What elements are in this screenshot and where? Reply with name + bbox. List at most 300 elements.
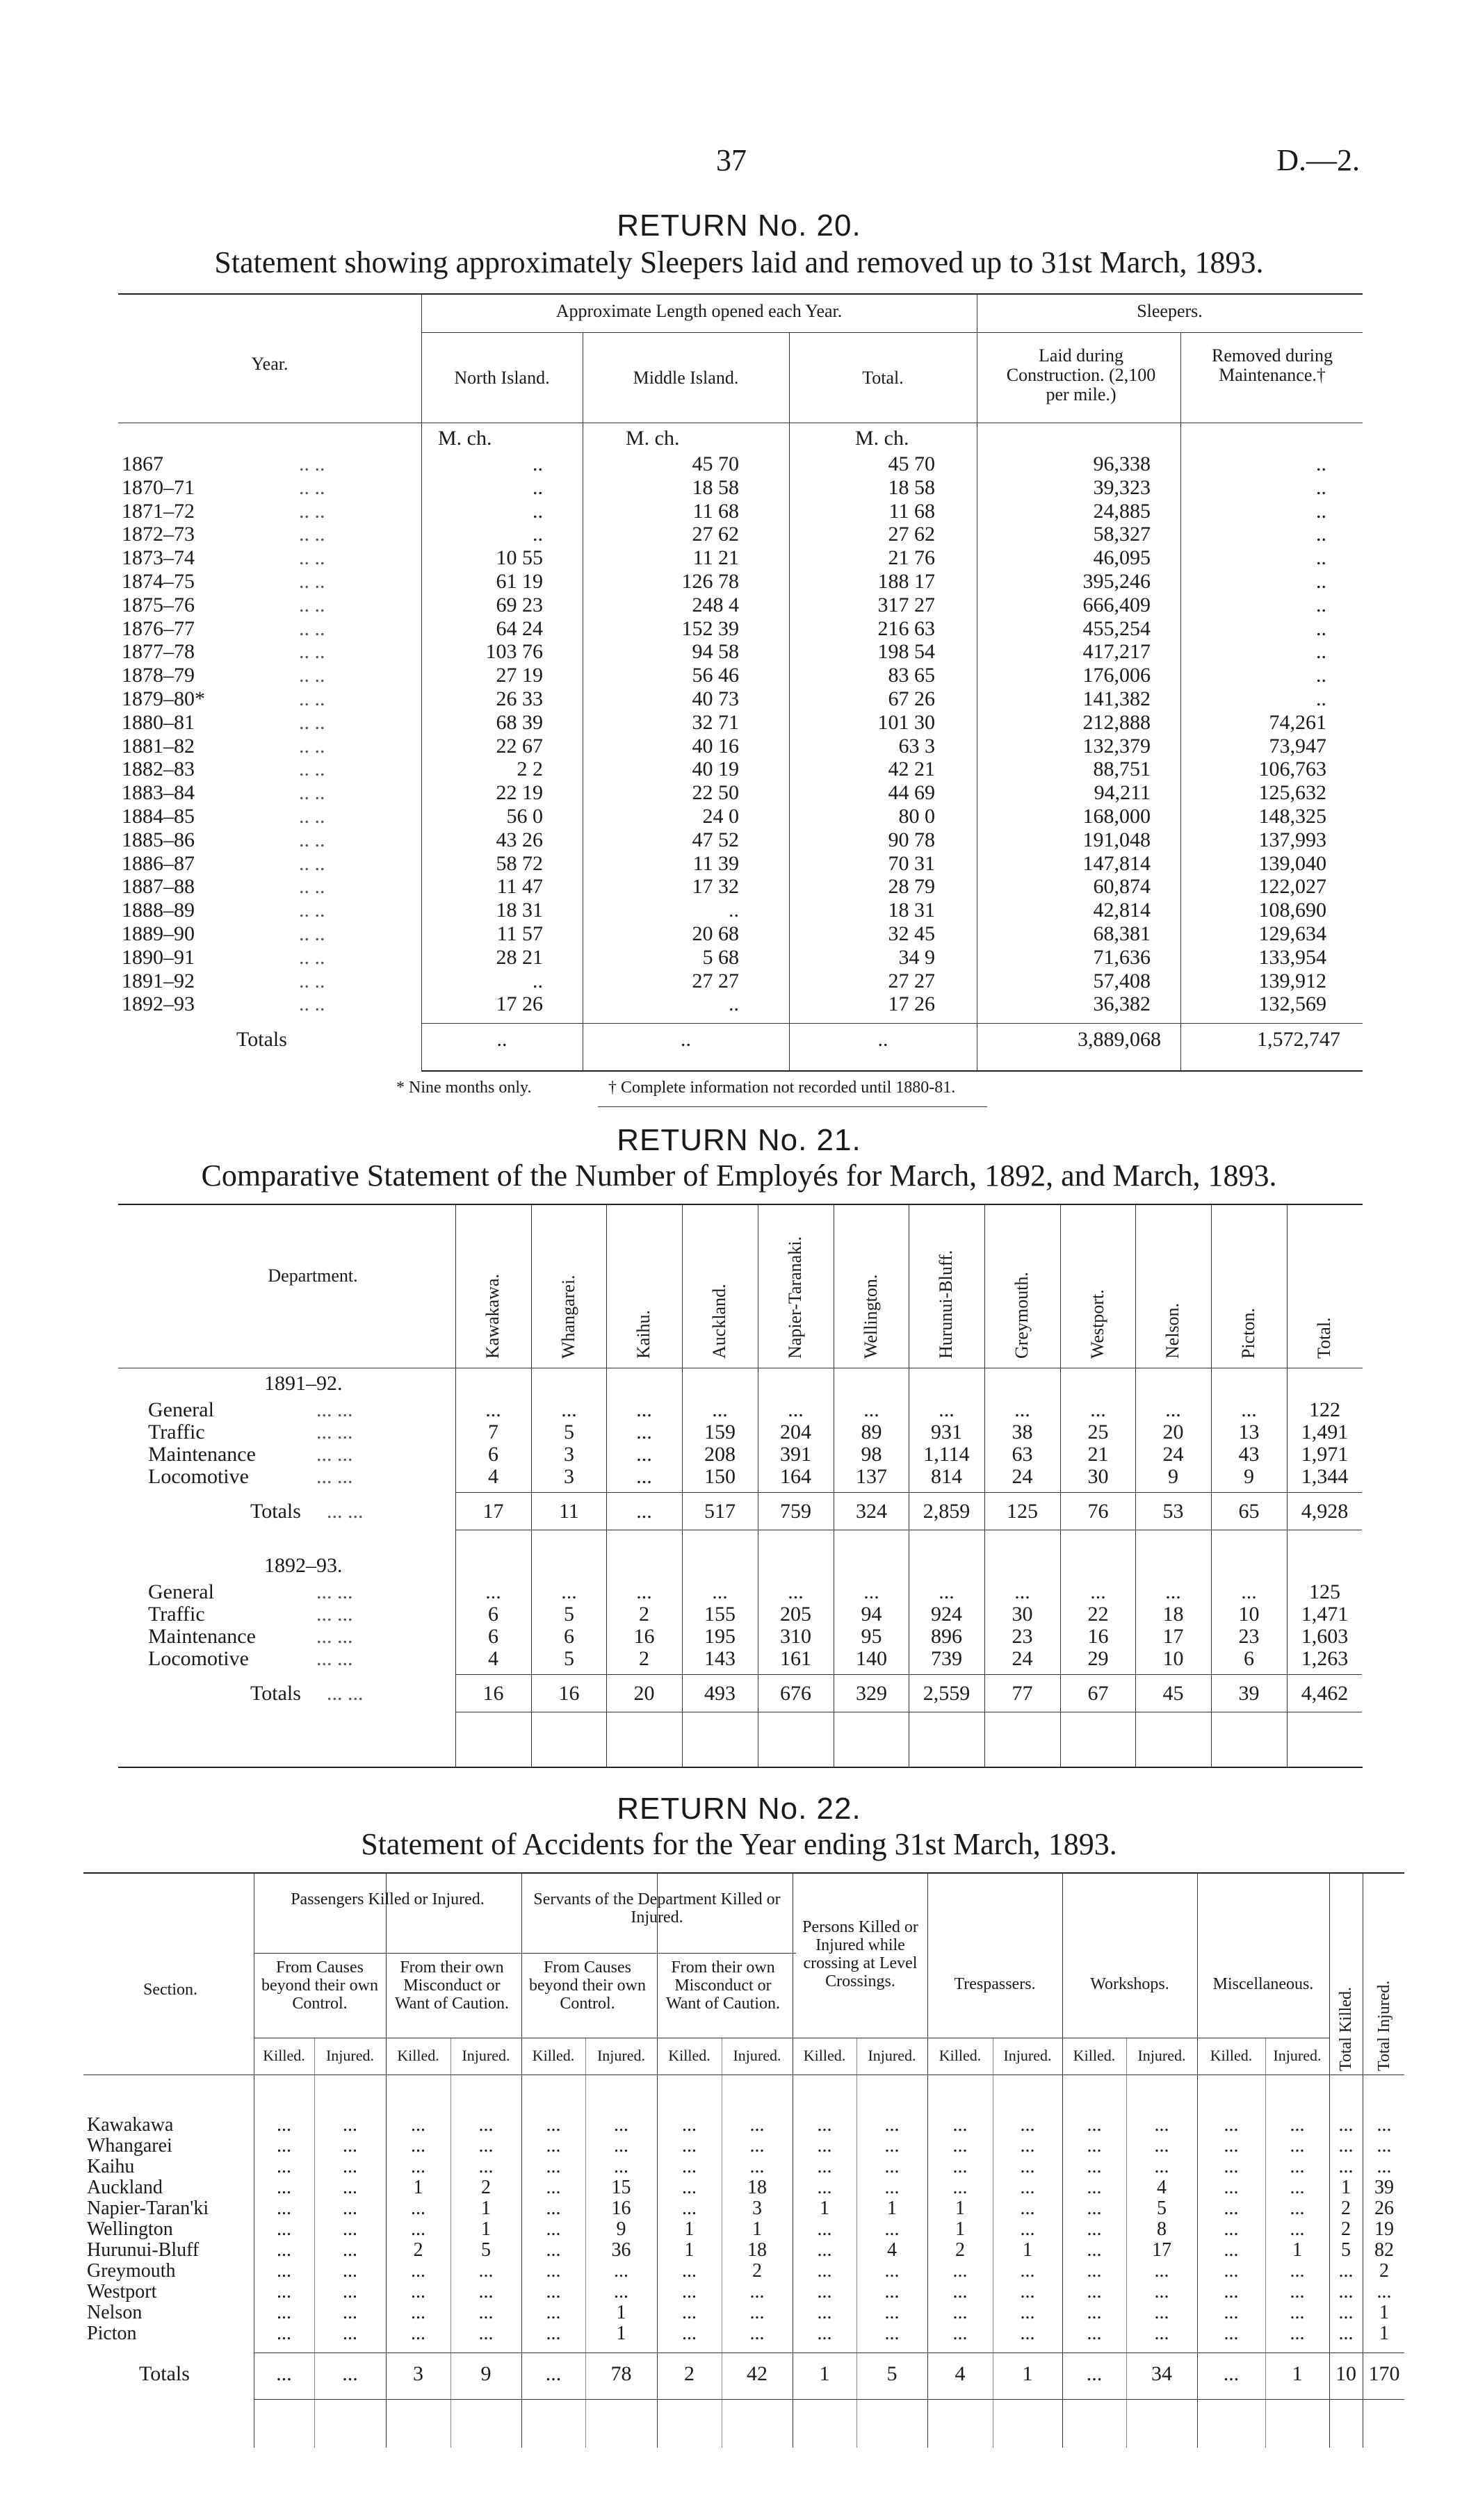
r21-cell: 20 bbox=[1162, 1421, 1184, 1443]
return20-title: RETURN No. 20. bbox=[617, 208, 861, 243]
r21-cell: 896 bbox=[931, 1625, 962, 1648]
r22-row-label: Auckland bbox=[87, 2177, 163, 2198]
r22-cell: ... bbox=[411, 2260, 425, 2282]
r22-cell: ... bbox=[478, 2135, 494, 2157]
r22-cell: ... bbox=[1087, 2260, 1102, 2282]
r20-leader: .. .. bbox=[299, 828, 325, 851]
r22-cell: ... bbox=[277, 2198, 291, 2219]
r21-row-label: Locomotive bbox=[148, 1465, 249, 1488]
r22-cell: ... bbox=[343, 2239, 357, 2261]
r22-cell: ... bbox=[1020, 2281, 1035, 2302]
r22-cell: ... bbox=[749, 2135, 765, 2157]
r21-cell: 3 bbox=[564, 1465, 574, 1488]
r20-total: 27 62 bbox=[888, 523, 935, 546]
r21-total-cell: 324 bbox=[856, 1500, 887, 1523]
r21-totals-label: Totals bbox=[250, 1682, 301, 1705]
r20-total: 18 31 bbox=[888, 899, 935, 922]
r20-laid: 168,000 bbox=[1082, 805, 1151, 828]
r21-cell: 2 bbox=[639, 1603, 649, 1626]
r22-cell: ... bbox=[1224, 2198, 1239, 2219]
r22-cell: ... bbox=[749, 2156, 765, 2177]
r20-leader: .. .. bbox=[299, 500, 325, 523]
return21-top-rule bbox=[118, 1204, 1363, 1205]
r22-cell: ... bbox=[817, 2218, 832, 2240]
r20-middle: .. bbox=[729, 899, 739, 922]
r21-cell: ... bbox=[939, 1398, 955, 1421]
r22-cell: ... bbox=[1338, 2281, 1354, 2302]
r20-removed: .. bbox=[1316, 546, 1326, 569]
r20-leader: .. .. bbox=[299, 852, 325, 875]
r21-col-6: Hurunui-Bluff. bbox=[936, 1250, 956, 1359]
r22-cell: 1 bbox=[887, 2198, 897, 2219]
r21-cell: 1,344 bbox=[1301, 1465, 1349, 1488]
r22-subheader-killed: Killed. bbox=[939, 2047, 982, 2064]
r22-cell: 1 bbox=[684, 2218, 695, 2240]
r20-removed: .. bbox=[1316, 452, 1326, 475]
r21-cell: ... bbox=[863, 1398, 879, 1421]
r21-cell: 137 bbox=[856, 1465, 887, 1488]
r21-col-8: Westport. bbox=[1087, 1289, 1107, 1359]
r21-cell: 16 bbox=[633, 1625, 655, 1648]
r21-cell: 155 bbox=[704, 1603, 736, 1626]
r22-cell: ... bbox=[277, 2281, 291, 2302]
r22-cell: ... bbox=[411, 2156, 425, 2177]
r22-cell: ... bbox=[884, 2302, 900, 2323]
r22-cell: ... bbox=[614, 2114, 628, 2136]
r20-north: 18 31 bbox=[496, 899, 543, 922]
r20-header-total: Total. bbox=[862, 368, 904, 388]
r22-cell: ... bbox=[884, 2260, 900, 2282]
r20-middle: 22 50 bbox=[692, 781, 739, 804]
r20-header-north: North Island. bbox=[454, 368, 550, 388]
r21-cell: 63 bbox=[1012, 1443, 1033, 1466]
r22-cell: ... bbox=[1154, 2260, 1169, 2282]
r21-row-label: General bbox=[148, 1580, 214, 1603]
r21-cell: 159 bbox=[704, 1421, 736, 1443]
r22-cell: 5 bbox=[1341, 2239, 1351, 2261]
r21-total-cell: 329 bbox=[856, 1682, 887, 1705]
r21-cell: 24 bbox=[1162, 1443, 1184, 1466]
r22-cell: ... bbox=[884, 2156, 900, 2177]
r20-note-rule bbox=[598, 1106, 987, 1107]
r20-laid: 39,323 bbox=[1093, 476, 1151, 499]
r20-totals-north: .. bbox=[496, 1028, 507, 1051]
r22-cell: 15 bbox=[611, 2177, 631, 2198]
r22-header-passengers: Passengers Killed or Injured. bbox=[291, 1890, 485, 1908]
r21-cell: 17 bbox=[1162, 1625, 1184, 1648]
r20-note-star: * Nine months only. bbox=[396, 1079, 532, 1097]
r22-cell: ... bbox=[1338, 2114, 1354, 2136]
r22-cell: 26 bbox=[1374, 2198, 1394, 2219]
r22-total-cell: 1 bbox=[1022, 2362, 1033, 2385]
r22-cell: ... bbox=[411, 2323, 425, 2344]
r22-cell: ... bbox=[682, 2135, 697, 2157]
r22-total-cell: 2 bbox=[684, 2362, 695, 2385]
r20-laid: 57,408 bbox=[1093, 969, 1151, 992]
r20-bottom-rule bbox=[421, 1070, 1363, 1072]
r21-total-cell: 4,462 bbox=[1301, 1682, 1349, 1705]
return22-subtitle: Statement of Accidents for the Year ending 31st March, 1893. bbox=[361, 1827, 1117, 1861]
r22-subheader-injured: Injured. bbox=[868, 2047, 916, 2064]
r22-row-label: Greymouth bbox=[87, 2260, 176, 2282]
r20-north: 22 19 bbox=[496, 781, 543, 804]
r20-header-year: Year. bbox=[251, 354, 289, 374]
r20-total: 44 69 bbox=[888, 781, 935, 804]
r21-leader: ... ... bbox=[327, 1682, 364, 1705]
r20-year: 1885–86 bbox=[122, 828, 195, 851]
r21-cell: 195 bbox=[704, 1625, 736, 1648]
r21-leader: ... ... bbox=[327, 1500, 364, 1523]
r22-cell: ... bbox=[478, 2156, 494, 2177]
r22-cell: 1 bbox=[1292, 2239, 1302, 2261]
r22-cell: ... bbox=[343, 2135, 357, 2157]
r21-cell: 6 bbox=[488, 1443, 498, 1466]
r22-cell: 1 bbox=[684, 2239, 695, 2261]
r20-removed: .. bbox=[1316, 594, 1326, 616]
r22-header-total-injured: Total Injured. bbox=[1375, 1980, 1393, 2071]
r22-cell: ... bbox=[1087, 2239, 1102, 2261]
r22-cell: ... bbox=[614, 2135, 628, 2157]
r20-totals-removed: 1,572,747 bbox=[1257, 1028, 1340, 1051]
r21-cell: ... bbox=[1014, 1398, 1030, 1421]
r21-cell: 29 bbox=[1087, 1647, 1109, 1670]
r21-cell: 43 bbox=[1238, 1443, 1260, 1466]
r22-cell: ... bbox=[1338, 2135, 1354, 2157]
r21-col-9: Nelson. bbox=[1162, 1302, 1183, 1359]
r20-removed: 125,632 bbox=[1258, 781, 1326, 804]
r20-total: 17 26 bbox=[888, 992, 935, 1015]
r21-cell: 391 bbox=[780, 1443, 811, 1466]
r22-cell: ... bbox=[1377, 2114, 1392, 2136]
r22-cell: ... bbox=[343, 2177, 357, 2198]
r22-cell: ... bbox=[343, 2114, 357, 2136]
r22-cell: ... bbox=[952, 2302, 968, 2323]
r22-cell: 1 bbox=[752, 2218, 762, 2240]
r20-laid: 58,327 bbox=[1093, 523, 1151, 546]
r21-cell: ... bbox=[1014, 1580, 1030, 1603]
r21-total-cell: ... bbox=[636, 1500, 652, 1523]
r21-cell: ... bbox=[712, 1580, 728, 1603]
r20-north: 61 19 bbox=[496, 570, 543, 593]
r21-cell: ... bbox=[939, 1580, 955, 1603]
r22-cell: ... bbox=[817, 2114, 832, 2136]
r20-header-approx: Approximate Length opened each Year. bbox=[555, 301, 843, 321]
r22-cell: ... bbox=[546, 2302, 561, 2323]
r20-year: 1889–90 bbox=[122, 922, 195, 945]
r20-laid: 36,382 bbox=[1093, 992, 1151, 1015]
r21-cell: ... bbox=[712, 1398, 728, 1421]
r22-header-misc: Miscellaneous. bbox=[1212, 1975, 1314, 1993]
r20-leader: .. .. bbox=[299, 452, 325, 475]
r22-cell: 16 bbox=[611, 2198, 631, 2219]
r21-total-cell: 493 bbox=[704, 1682, 736, 1705]
r22-cell: ... bbox=[1087, 2135, 1102, 2157]
r22-total-cell: ... bbox=[276, 2362, 292, 2385]
return22-top-rule bbox=[83, 1872, 1404, 1874]
r21-cell: 21 bbox=[1087, 1443, 1109, 1466]
r22-total-cell: 10 bbox=[1335, 2362, 1356, 2385]
r22-subheader-injured: Injured. bbox=[1137, 2047, 1186, 2064]
r20-north: .. bbox=[533, 452, 543, 475]
r21-leader: ... ... bbox=[316, 1398, 353, 1421]
r22-cell: 18 bbox=[747, 2239, 767, 2261]
r21-cell: 6 bbox=[488, 1625, 498, 1648]
r20-year: 1880–81 bbox=[122, 711, 195, 734]
r21-cell: 1,114 bbox=[923, 1443, 970, 1466]
r22-cell: ... bbox=[817, 2260, 832, 2282]
r22-cell: ... bbox=[343, 2198, 357, 2219]
r21-cell: 1,971 bbox=[1301, 1443, 1349, 1466]
r22-cell: ... bbox=[1290, 2260, 1305, 2282]
r20-laid: 46,095 bbox=[1093, 546, 1151, 569]
r21-cell: 6 bbox=[564, 1625, 574, 1648]
r21-cell: 30 bbox=[1012, 1603, 1033, 1626]
r22-cell: 2 bbox=[1341, 2218, 1351, 2240]
r20-unit-total: M. ch. bbox=[855, 427, 909, 450]
r22-cell: ... bbox=[817, 2177, 832, 2198]
r22-cell: ... bbox=[411, 2281, 425, 2302]
r22-subheader-killed: Killed. bbox=[532, 2047, 575, 2064]
r22-row-label: Napier-Taran'ki bbox=[87, 2198, 209, 2219]
r21-cell: ... bbox=[1241, 1398, 1257, 1421]
r21-cell: 5 bbox=[564, 1603, 574, 1626]
r22-cell: ... bbox=[1020, 2135, 1035, 2157]
r22-cell: ... bbox=[1087, 2281, 1102, 2302]
r21-row-label: Locomotive bbox=[148, 1647, 249, 1670]
r21-row-label: Traffic bbox=[148, 1421, 205, 1443]
r20-year: 1887–88 bbox=[122, 875, 195, 898]
r22-cell: ... bbox=[682, 2114, 697, 2136]
r22-cell: 1 bbox=[616, 2323, 626, 2344]
r20-leader: .. .. bbox=[299, 711, 325, 734]
r22-cell: ... bbox=[749, 2281, 765, 2302]
r22-cell: ... bbox=[277, 2114, 291, 2136]
r22-cell: 1 bbox=[413, 2177, 423, 2198]
r20-year: 1877–78 bbox=[122, 640, 195, 663]
r20-total: 11 68 bbox=[888, 500, 935, 523]
r22-subheader-injured: Injured. bbox=[462, 2047, 510, 2064]
r22-cell: ... bbox=[277, 2323, 291, 2344]
r20-north: .. bbox=[533, 523, 543, 546]
r20-total: 32 45 bbox=[888, 922, 935, 945]
r20-laid: 132,379 bbox=[1082, 735, 1151, 758]
r22-cell: ... bbox=[817, 2323, 832, 2344]
r20-leader: .. .. bbox=[299, 781, 325, 804]
r20-north: 17 26 bbox=[496, 992, 543, 1015]
r20-leader: .. .. bbox=[299, 546, 325, 569]
r22-header-trespassers: Trespassers. bbox=[954, 1975, 1036, 1993]
r20-middle: 27 27 bbox=[692, 969, 739, 992]
r22-subheader-killed: Killed. bbox=[263, 2047, 305, 2064]
r22-cell: ... bbox=[1087, 2198, 1102, 2219]
r20-header-laid: Laid during Construction. (2,100 per mile.) bbox=[1006, 345, 1156, 404]
r20-north: 69 23 bbox=[496, 594, 543, 616]
r22-header-servants: Servants of the Department Killed or Injured. bbox=[533, 1890, 781, 1926]
return20-subtitle: Statement showing approximately Sleepers laid and removed up to 31st March, 1893. bbox=[214, 245, 1264, 279]
r20-totals-total: .. bbox=[877, 1028, 888, 1051]
r20-total: 63 3 bbox=[898, 735, 935, 758]
r22-cell: ... bbox=[546, 2135, 561, 2157]
r20-removed: .. bbox=[1316, 617, 1326, 640]
r22-cell: ... bbox=[411, 2198, 425, 2219]
r22-cell: 3 bbox=[752, 2198, 762, 2219]
r20-leader: .. .. bbox=[299, 476, 325, 499]
r22-cell: ... bbox=[343, 2156, 357, 2177]
r22-cell: ... bbox=[884, 2177, 900, 2198]
r22-cell: ... bbox=[1087, 2177, 1102, 2198]
r20-leader: .. .. bbox=[299, 922, 325, 945]
r20-laid: 147,814 bbox=[1082, 852, 1151, 875]
r21-cell: 208 bbox=[704, 1443, 736, 1466]
r21-cell: ... bbox=[561, 1398, 577, 1421]
r20-laid: 24,885 bbox=[1093, 500, 1151, 523]
r20-year: 1870–71 bbox=[122, 476, 195, 499]
r20-year: 1879–80* bbox=[122, 687, 205, 710]
r22-cell: ... bbox=[1154, 2135, 1169, 2157]
r20-middle: 40 19 bbox=[692, 758, 739, 780]
r22-row-label: Whangarei bbox=[87, 2135, 172, 2157]
r22-cell: 19 bbox=[1374, 2218, 1394, 2240]
r20-middle: 94 58 bbox=[692, 640, 739, 663]
r22-cell: ... bbox=[1224, 2302, 1239, 2323]
r20-removed: .. bbox=[1316, 687, 1326, 710]
r22-total-cell: 1 bbox=[1292, 2362, 1303, 2385]
r21-row-label: Maintenance bbox=[148, 1443, 256, 1466]
r22-cell: ... bbox=[1020, 2198, 1035, 2219]
r22-cell: ... bbox=[1154, 2281, 1169, 2302]
r20-removed: .. bbox=[1316, 500, 1326, 523]
r20-laid: 71,636 bbox=[1093, 946, 1151, 969]
r20-totals-rule bbox=[421, 1023, 1363, 1024]
r22-cell: ... bbox=[1020, 2114, 1035, 2136]
r22-cell: ... bbox=[343, 2218, 357, 2240]
r21-cell: 3 bbox=[564, 1443, 574, 1466]
r22-cell: 1 bbox=[1023, 2239, 1032, 2261]
r22-cell: 9 bbox=[616, 2218, 626, 2240]
r22-cell: ... bbox=[343, 2260, 357, 2282]
r20-laid: 212,888 bbox=[1082, 711, 1151, 734]
r21-cell: ... bbox=[485, 1580, 501, 1603]
r22-cell: 1 bbox=[481, 2218, 491, 2240]
r22-cell: ... bbox=[478, 2260, 494, 2282]
r22-cell: ... bbox=[1338, 2260, 1354, 2282]
r20-removed: 108,690 bbox=[1258, 899, 1326, 922]
r22-header-misconduct: From their own Misconduct or Want of Caution. bbox=[665, 1958, 781, 2013]
r21-cell: ... bbox=[788, 1398, 804, 1421]
return21-subtitle: Comparative Statement of the Number of Employés for March, 1892, and March, 1893. bbox=[201, 1159, 1277, 1193]
r22-total-cell: 9 bbox=[480, 2362, 492, 2385]
r20-leader: .. .. bbox=[299, 946, 325, 969]
r22-cell: ... bbox=[952, 2114, 968, 2136]
r21-cell: 30 bbox=[1087, 1465, 1109, 1488]
r21-total-cell: 53 bbox=[1162, 1500, 1184, 1523]
r20-year: 1890–91 bbox=[122, 946, 195, 969]
r20-year: 1884–85 bbox=[122, 805, 195, 828]
r22-cell: 2 bbox=[955, 2239, 965, 2261]
r22-cell: ... bbox=[614, 2281, 628, 2302]
r20-north: 43 26 bbox=[496, 828, 543, 851]
r22-cell: ... bbox=[952, 2260, 968, 2282]
r22-row-label: Kawakawa bbox=[87, 2114, 174, 2136]
r20-middle: 11 21 bbox=[692, 546, 739, 569]
r21-total-cell: 759 bbox=[780, 1500, 811, 1523]
r21-cell: 1,491 bbox=[1301, 1421, 1349, 1443]
r22-cell: ... bbox=[952, 2281, 968, 2302]
r22-row-label: Westport bbox=[87, 2281, 157, 2302]
r20-totals-middle: .. bbox=[681, 1028, 691, 1051]
r22-cell: ... bbox=[884, 2323, 900, 2344]
r22-total-cell: ... bbox=[1223, 2362, 1240, 2385]
r22-cell: ... bbox=[277, 2177, 291, 2198]
r22-total-cell: 3 bbox=[413, 2362, 423, 2385]
r22-total-cell: ... bbox=[1086, 2362, 1103, 2385]
r22-subheader-killed: Killed. bbox=[668, 2047, 710, 2064]
r20-removed: 73,947 bbox=[1269, 735, 1326, 758]
r22-cell: ... bbox=[682, 2198, 697, 2219]
r20-removed: 74,261 bbox=[1269, 711, 1326, 734]
r22-row-label: Hurunui-Bluff bbox=[87, 2239, 200, 2261]
r22-total-cell: 4 bbox=[955, 2362, 966, 2385]
r22-cell: ... bbox=[817, 2302, 832, 2323]
r20-middle: 152 39 bbox=[681, 617, 739, 640]
r20-leader: .. .. bbox=[299, 899, 325, 922]
r22-cell: ... bbox=[277, 2135, 291, 2157]
r21-cell: ... bbox=[485, 1398, 501, 1421]
r22-cell: ... bbox=[411, 2218, 425, 2240]
r20-middle: 47 52 bbox=[692, 828, 739, 851]
r22-cell: ... bbox=[817, 2239, 832, 2261]
r20-removed: 148,325 bbox=[1258, 805, 1326, 828]
r22-cell: 5 bbox=[481, 2239, 491, 2261]
r20-leader: .. .. bbox=[299, 523, 325, 546]
r20-header-sleepers: Sleepers. bbox=[1137, 301, 1203, 321]
r21-cell: 10 bbox=[1162, 1647, 1184, 1670]
r21-cell: ... bbox=[788, 1580, 804, 1603]
r22-cell: ... bbox=[343, 2302, 357, 2323]
r22-cell: 2 bbox=[752, 2260, 762, 2282]
r20-middle: 5 68 bbox=[702, 946, 739, 969]
r20-middle: 32 71 bbox=[692, 711, 739, 734]
r20-year: 1871–72 bbox=[122, 500, 195, 523]
r20-rule bbox=[421, 332, 1363, 333]
r22-cell: ... bbox=[546, 2218, 561, 2240]
r21-cell: 25 bbox=[1087, 1421, 1109, 1443]
r21-totals-rule bbox=[455, 1492, 1362, 1493]
r22-cell: ... bbox=[277, 2218, 291, 2240]
r20-middle: 20 68 bbox=[692, 922, 739, 945]
r22-cell: ... bbox=[343, 2281, 357, 2302]
r22-cell: 1 bbox=[955, 2198, 965, 2219]
page-number: 37 bbox=[716, 143, 747, 177]
r22-cell: ... bbox=[1290, 2135, 1305, 2157]
r21-leader: ... ... bbox=[316, 1443, 353, 1466]
r21-cell: 23 bbox=[1012, 1625, 1033, 1648]
r20-north: .. bbox=[533, 476, 543, 499]
r21-cell: ... bbox=[636, 1443, 652, 1466]
r22-cell: ... bbox=[614, 2260, 628, 2282]
r22-cell: ... bbox=[749, 2302, 765, 2323]
r20-north: 27 19 bbox=[496, 664, 543, 687]
r20-removed: .. bbox=[1316, 476, 1326, 499]
r21-total-cell: 76 bbox=[1087, 1500, 1109, 1523]
r20-north: 103 76 bbox=[485, 640, 543, 663]
r20-total: 67 26 bbox=[888, 687, 935, 710]
r20-total: 45 70 bbox=[888, 452, 935, 475]
r21-cell: 98 bbox=[861, 1443, 882, 1466]
r20-year: 1878–79 bbox=[122, 664, 195, 687]
r21-cell: 164 bbox=[780, 1465, 811, 1488]
r22-header-section: Section. bbox=[143, 1981, 197, 1999]
